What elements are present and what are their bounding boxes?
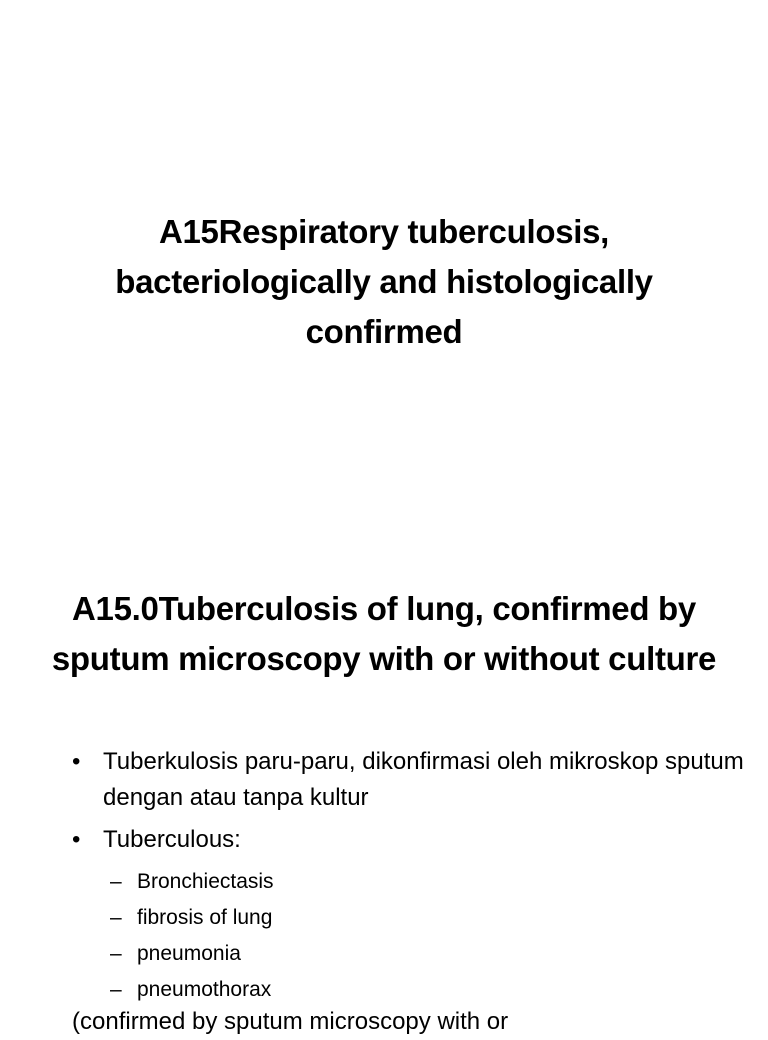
sub-item-pneumonia [103, 936, 752, 972]
slide-title-a15: A15Respiratory tuberculosis, bacteriologically and histologically confirmed [115, 213, 653, 350]
sub-bullet-marker: – [110, 870, 122, 893]
sub-item-bronchiectasis [103, 864, 752, 900]
bullet-marker: • [72, 748, 81, 775]
sub-item-text: pneumonia [137, 942, 241, 965]
bullet-marker: • [72, 826, 81, 853]
trailing-text-cut-off: (confirmed by sputum microscopy with or [72, 1008, 509, 1035]
slide-title-a15-0: A15.0Tuberculosis of lung, confirmed by sputum microscopy with or without culture [51, 590, 717, 677]
sub-bullet-list [103, 864, 752, 1008]
sub-bullet-marker: – [110, 906, 122, 929]
sub-item-pneumothorax [103, 972, 752, 1008]
sub-item-text: pneumothorax [137, 978, 272, 1001]
sub-bullet-marker: – [110, 978, 122, 1001]
sub-item-text: fibrosis of lung [137, 906, 273, 929]
bullet-text: Tuberkulosis paru-paru, dikonfirmasi oleh mikroskop sputum dengan atau tanpa kultur [103, 748, 744, 811]
bullet-list [72, 744, 752, 1014]
bullet-item-translation [72, 744, 752, 816]
sub-item-fibrosis [103, 900, 752, 936]
sub-item-text: Bronchiectasis [137, 870, 274, 893]
sub-bullet-marker: – [110, 942, 122, 965]
bullet-text: Tuberculous: [103, 826, 241, 853]
bullet-item-tuberculous [72, 822, 752, 1008]
